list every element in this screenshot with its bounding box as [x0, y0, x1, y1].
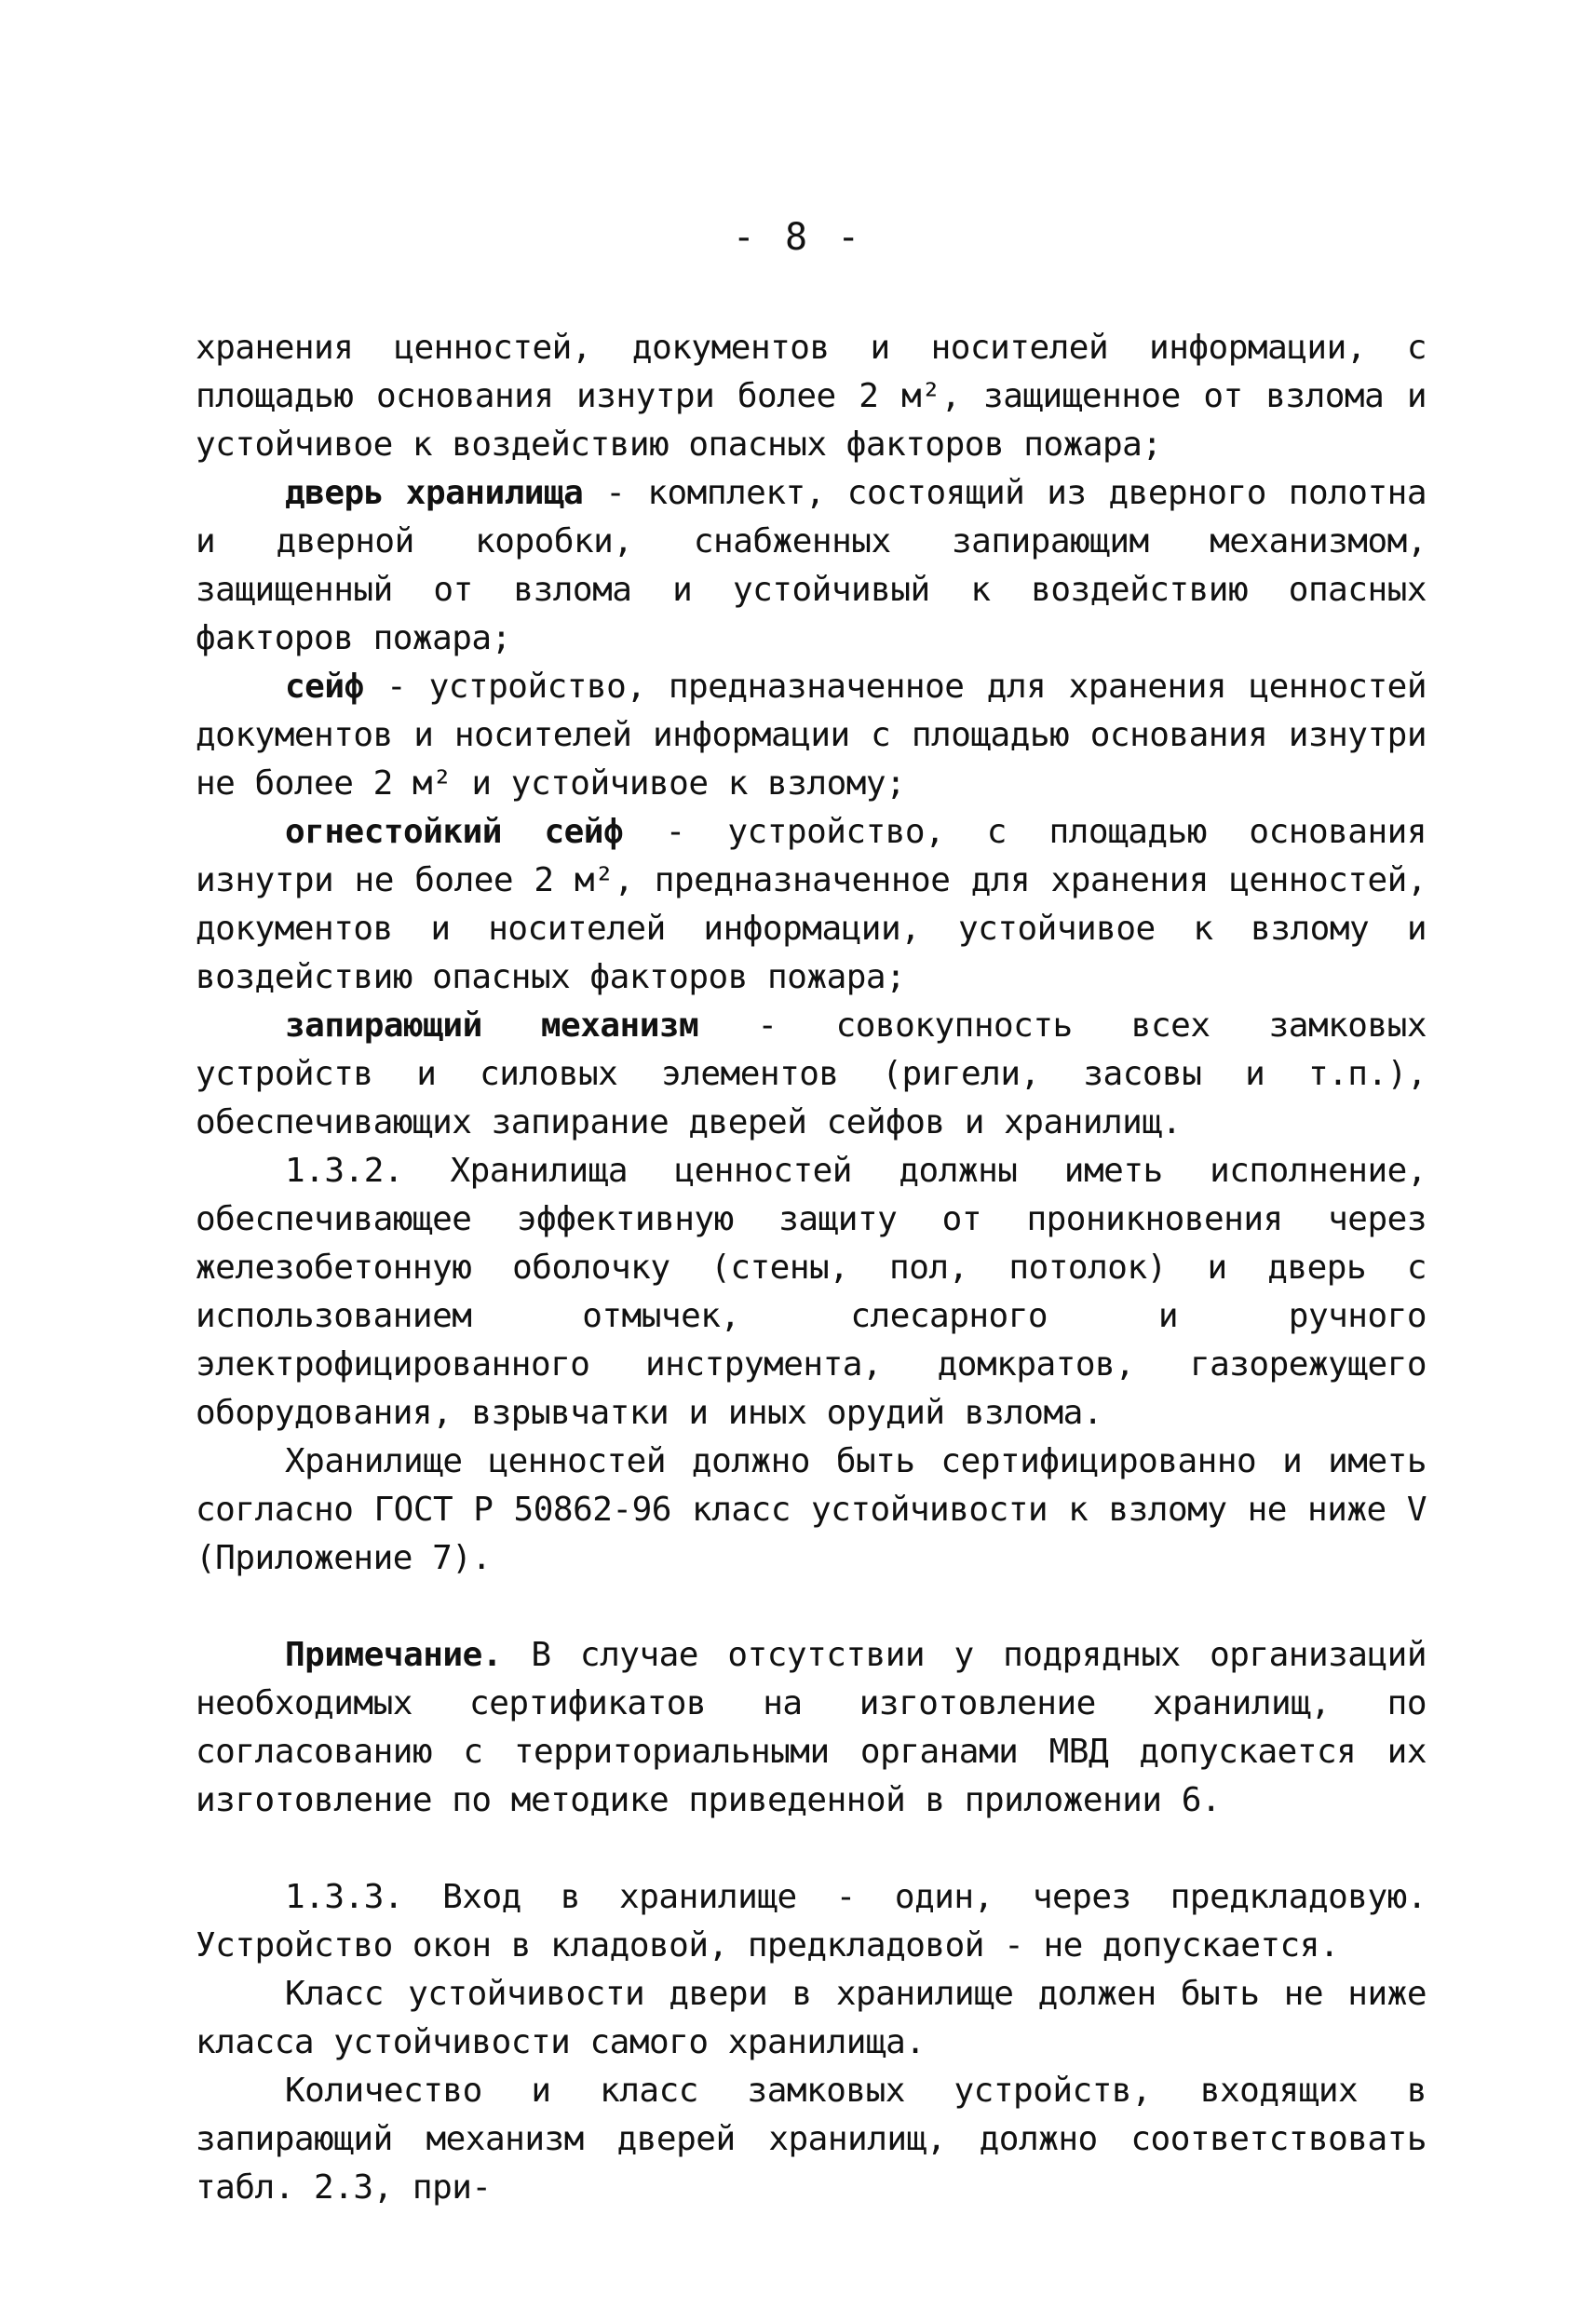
paragraph-lock-count [196, 2067, 1427, 2212]
definition-safe [196, 663, 1427, 808]
definition-locking-mechanism [196, 1002, 1427, 1147]
paragraph-text: 1.3.3. Вход в хранилище - один, через предкладовую. Устройство окон в кладовой, предкладовой - не допускается. [196, 1878, 1427, 1965]
definition-text: - комплект, состоящий из дверного полотна и дверной коробки, снабженных запирающим механизмом, защищенный от взлома и устойчивый к воздействию опасных факторов пожара; [196, 474, 1427, 657]
definition-term: дверь хранилища [285, 474, 584, 512]
paragraph-door-class [196, 1970, 1427, 2067]
paragraph-certification [196, 1438, 1427, 1583]
paragraph-text: Количество и класс замковых устройств, входящих в запирающий механизм дверей хранилищ, должно соответствовать табл. 2.3, при- [196, 2072, 1427, 2207]
spacer [196, 1583, 1427, 1631]
paragraph-text: 1.3.2. Хранилища ценностей должны иметь исполнение, обеспечивающее эффективную защиту от проникновения через железобетонную оболочку (стены, пол, потолок) и дверь с использованием отмычек, слесарного и ручного электрофицированного инструмента, домкратов, газорежущего оборудования, взрывчатки и иных орудий взлома. [196, 1152, 1427, 1432]
definition-fireproof-safe [196, 808, 1427, 1002]
document-body [196, 324, 1427, 2212]
definition-text: - совокупность всех замковых устройств и силовых элементов (ригели, засовы и т.п.), обеспечивающих запирание дверей сейфов и хранилищ. [196, 1006, 1427, 1141]
definition-text: - устройство, с площадью основания изнутри не более 2 м², предназначенное для хранения ценностей, документов и носителей информации, устойчивое к взлому и воздействию опасных факторов пожара; [196, 813, 1427, 996]
definition-text: - устройство, предназначенное для хранения ценностей документов и носителей информации с площадью основания изнутри не более 2 м² и устойчивое к взлому; [196, 668, 1427, 803]
paragraph-vault-definition-end [196, 324, 1427, 469]
definition-term: огнестойкий сейф [285, 813, 624, 851]
paragraph-text: Хранилище ценностей должно быть сертифицированно и иметь согласно ГОСТ Р 50862-96 класс устойчивости к взлому не ниже V (Приложение 7). [196, 1442, 1427, 1577]
spacer [196, 1825, 1427, 1873]
paragraph-text: хранения ценностей, документов и носителей информации, с площадью основания изнутри более 2 м², защищенное от взлома и устойчивое к воздействию опасных факторов пожара; [196, 329, 1427, 464]
note-label: Примечание. [285, 1636, 502, 1674]
paragraph-text: Класс устойчивости двери в хранилище должен быть не ниже класса устойчивости самого хранилища. [196, 1975, 1427, 2061]
definition-term: сейф [285, 668, 364, 706]
clause-1-3-3 [196, 1873, 1427, 1970]
clause-1-3-2 [196, 1147, 1427, 1438]
note-paragraph [196, 1631, 1427, 1825]
definition-vault-door [196, 469, 1427, 663]
page-number: - 8 - [732, 216, 864, 259]
note-text: В случае отсутствии у подрядных организаций необходимых сертификатов на изготовление хранилищ, по согласованию с территориальными органами МВД допускается их изготовление по методике приведенной в приложении 6. [196, 1636, 1427, 1819]
definition-term: запирающий механизм [285, 1006, 699, 1045]
